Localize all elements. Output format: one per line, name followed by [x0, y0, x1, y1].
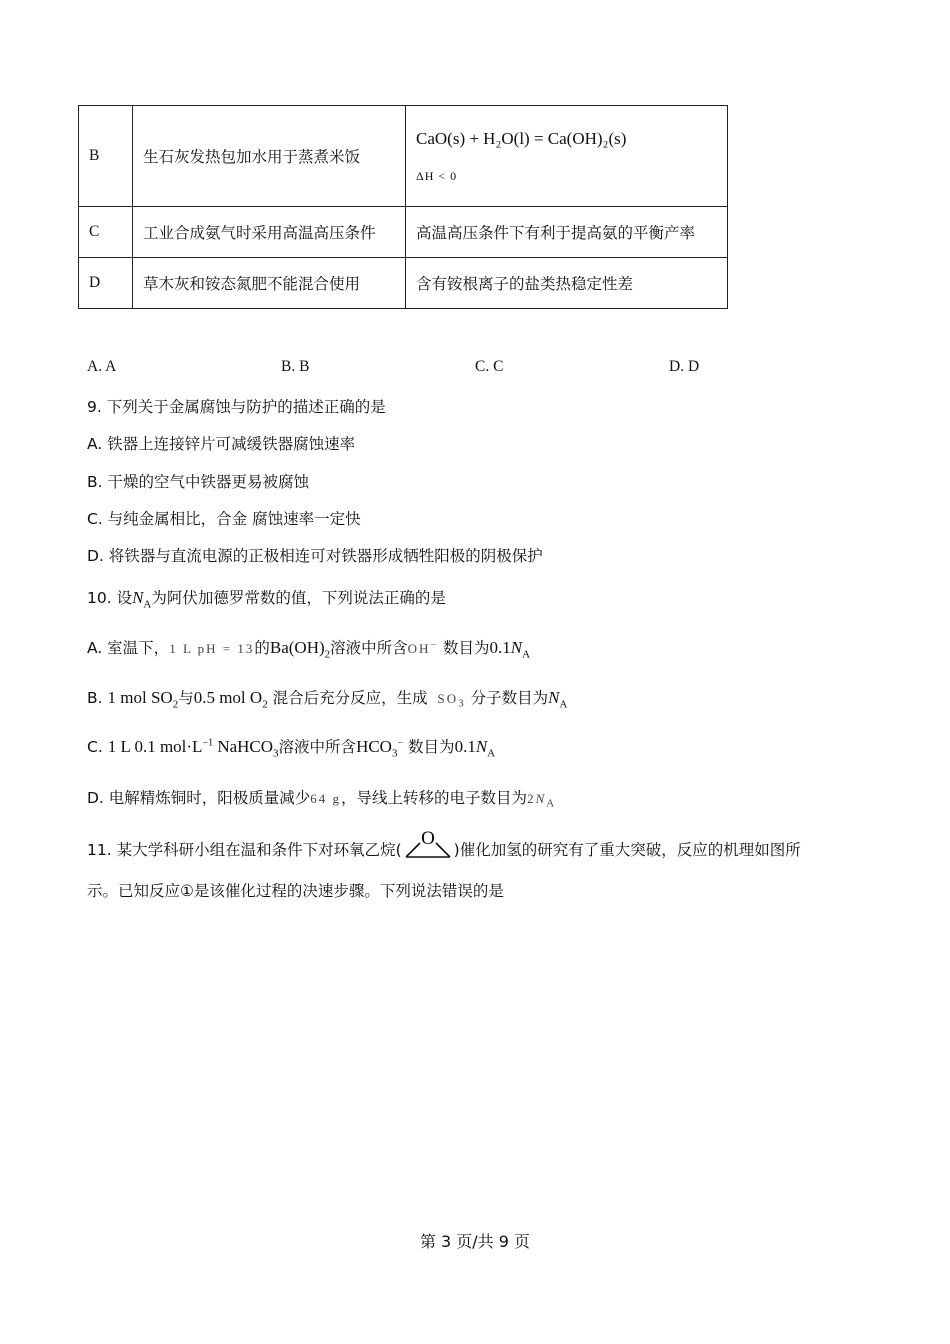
- row-letter: C: [79, 207, 133, 258]
- option-text: 数目为: [443, 639, 490, 657]
- option-text: 溶液中所含: [278, 738, 357, 756]
- table-row: [79, 207, 728, 258]
- q10-option-b: [87, 686, 567, 710]
- q8-choice-c: C. C: [475, 358, 504, 375]
- q8-choice-b: B. B: [281, 358, 310, 375]
- q9-option-c: C. 与纯金属相比，合金 腐蚀速率一定快: [87, 510, 361, 528]
- q10-option-c: [87, 735, 495, 759]
- row-reason: 高温高压条件下有利于提高氨的平衡产率: [406, 207, 728, 258]
- option-text: ，导线上转移的电子数目为: [341, 789, 528, 807]
- option-text: 的: [254, 639, 270, 657]
- hco3-formula: $HCO_3^-$: [356, 737, 404, 760]
- so3-formula: $SO_3$: [437, 691, 466, 710]
- o2-amount: 0.5 mol $O_2$: [193, 688, 268, 711]
- answer-quantity: $2N_A$: [527, 791, 557, 810]
- option-text: 分子数目为: [470, 689, 549, 707]
- option-label: D. 电解精炼铜时，阳极质量减少: [87, 789, 311, 807]
- q8-choice-a: A. A: [87, 358, 117, 375]
- q8-choice-d: D. D: [669, 358, 700, 375]
- page-footer: 第 3 页/共 9 页: [419, 1232, 531, 1251]
- svg-text:O: O: [420, 829, 435, 849]
- option-label: B.: [87, 689, 103, 707]
- q10-stem: [87, 586, 446, 610]
- answer-quantity: $0.1N_A$: [454, 737, 496, 760]
- answer-quantity: $N_A$: [548, 688, 568, 711]
- q10-option-a: [87, 636, 530, 660]
- hydroxide-formula: OH−: [407, 639, 439, 656]
- q10-option-d: [87, 786, 556, 810]
- option-text: 混合后充分反应，生成: [272, 689, 428, 707]
- q9-option-a: A. 铁器上连接锌片可减缓铁器腐蚀速率: [87, 435, 356, 453]
- reaction-formula: CaO(s) + H₂O(l) = Ca(OH)₂(s): [416, 128, 627, 148]
- q10-number: 10. 设: [87, 589, 133, 607]
- option-text: 溶液中所含: [330, 639, 408, 657]
- enthalpy-condition: ΔH < 0: [416, 168, 458, 183]
- row-reason: 含有铵根离子的盐类热稳定性差: [406, 258, 728, 309]
- row-desc: 草木灰和铵态氮肥不能混合使用: [133, 258, 406, 309]
- q11-stem-line1: [87, 829, 801, 861]
- row-letter: B: [79, 106, 133, 207]
- row-reason: [406, 106, 728, 207]
- row-desc: 工业合成氨气时采用高温高压条件: [133, 207, 406, 258]
- row-desc: 生石灰发热包加水用于蒸煮米饭: [133, 106, 406, 207]
- option-label: A. 室温下，: [87, 639, 170, 657]
- ph-condition: 1 L pH = 13: [169, 641, 255, 656]
- nahco3-solution: 1 L 0.1 $mol\cdot L^{-1}$ NaHCO$_3$: [107, 737, 279, 760]
- q11-text: )催化加氢的研究有了重大突破，反应的机理如图所: [453, 841, 801, 859]
- q11-stem-line2: 示。已知反应①是该催化过程的决速步骤。下列说法错误的是: [87, 882, 504, 900]
- q10-stem-text: 为阿伏加德罗常数的值，下列说法正确的是: [151, 589, 446, 607]
- option-text: 数目为: [408, 738, 455, 756]
- q9-option-b: B. 干燥的空气中铁器更易被腐蚀: [87, 473, 309, 491]
- table-row: [79, 258, 728, 309]
- baoh2-formula: $Ba(OH)_2$: [269, 638, 331, 661]
- option-label: C.: [87, 738, 103, 756]
- q9-option-d: D. 将铁器与直流电源的正极相连可对铁器形成牺牲阳极的阴极保护: [87, 547, 543, 565]
- na-symbol: $N_A$: [132, 588, 152, 611]
- mass-quantity: 64 g: [310, 791, 342, 806]
- row-letter: D: [79, 258, 133, 309]
- table-row: [79, 106, 728, 207]
- ethylene-oxide-structure: [402, 829, 454, 861]
- so2-amount: 1 mol $SO_2$: [107, 688, 179, 711]
- q11-text: 11. 某大学科研小组在温和条件下对环氧乙烷(: [87, 841, 402, 859]
- q9-stem: 9. 下列关于金属腐蚀与防护的描述正确的是: [87, 398, 386, 416]
- option-text: 与: [178, 689, 194, 707]
- options-table: [78, 105, 728, 309]
- answer-quantity: $0.1N_A$: [489, 638, 531, 661]
